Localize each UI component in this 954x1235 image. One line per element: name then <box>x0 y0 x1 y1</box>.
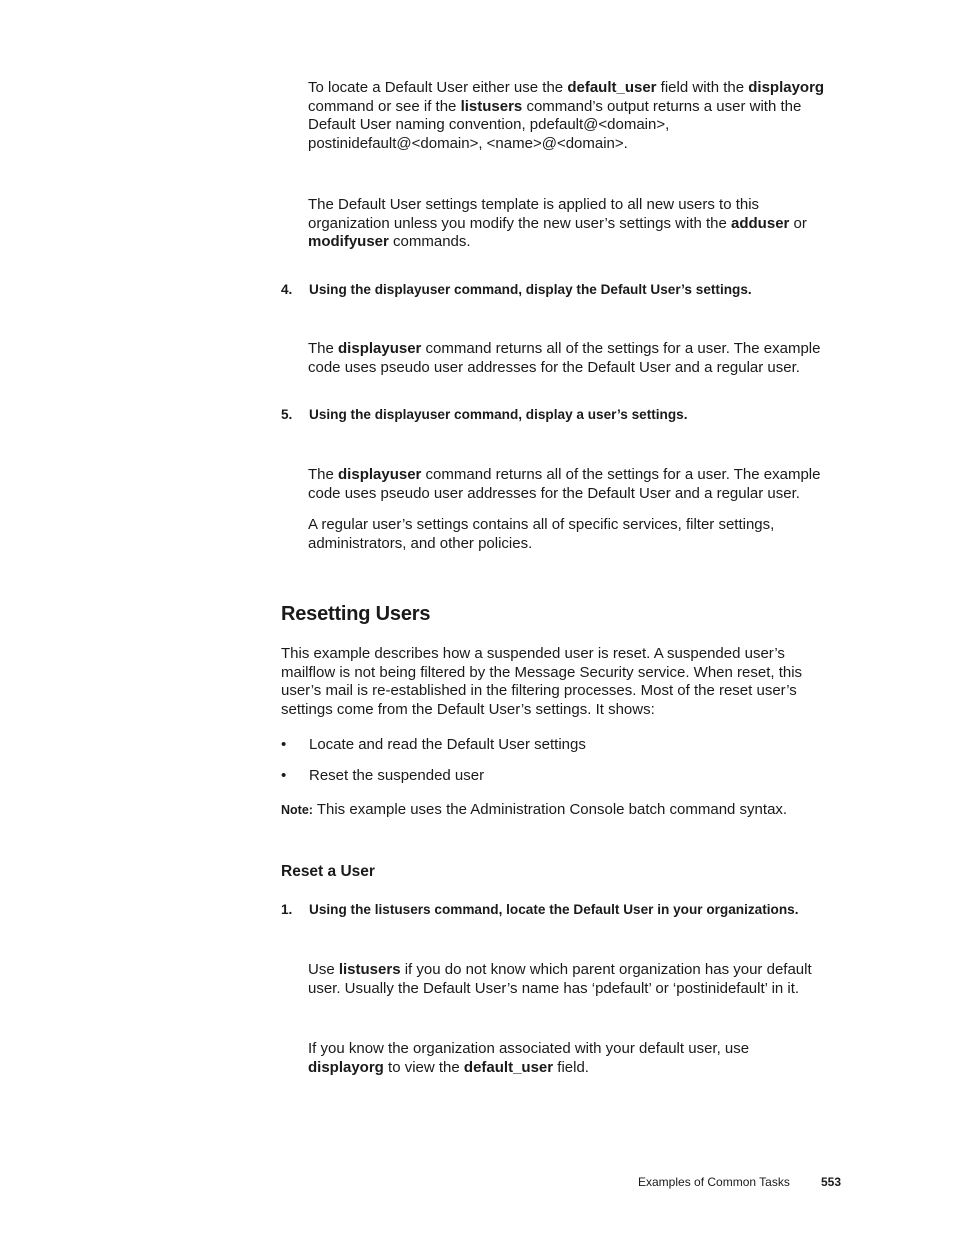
paragraph-locate-default-user: To locate a Default User either use the default_user field with the displayorg command or see if the listusers command’s output returns a user with the Default User naming convention, pdefault@<domain>, postinidefault@<domain>, <name>@<domain>. <box>308 79 825 152</box>
paragraph-displayuser-2: The displayuser command returns all of the settings for a user. The example code uses pseudo user addresses for the Default User and a regular user. <box>308 466 821 502</box>
inline-code: displayuser <box>338 466 422 483</box>
section-heading: Resetting Users <box>281 603 431 625</box>
paragraph-displayuser-1: The displayuser command returns all of the settings for a user. The example code uses pseudo user addresses for the Default User and a regular user. <box>308 340 821 376</box>
inline-code: adduser <box>731 214 790 232</box>
paragraph-displayorg: If you know the organization associated with your default user, use displayorg to view the default_user field. <box>308 1040 750 1076</box>
footer-section-title: Examples of Common Tasks <box>638 1175 790 1189</box>
inline-code: default_user <box>463 1058 554 1076</box>
step-number: 4. <box>281 282 293 297</box>
inline-code: displayuser <box>338 340 422 357</box>
step-5 <box>281 406 881 426</box>
inline-code: displayorg <box>748 79 825 96</box>
inline-code: listusers <box>460 97 523 115</box>
inline-code: listusers <box>338 961 401 978</box>
step-number: 1. <box>281 902 293 917</box>
paragraph-regular-user: A regular user’s settings contains all of specific services, filter settings, administrators, and other policies. <box>308 516 775 552</box>
note-label: Note: <box>281 803 313 817</box>
note-text: This example uses the Administration Console batch command syntax. <box>312 801 788 818</box>
paragraph-settings-template: The Default User settings template is applied to all new users to this organization unless you modify the new user’s settings with the adduser or modifyuser commands. <box>308 196 807 251</box>
step-text: Using the listusers command, locate the Default User in your organizations. <box>309 902 799 917</box>
inline-code: default_user <box>567 79 657 96</box>
step-text: Using the displayuser command, display a user’s settings. <box>309 407 688 422</box>
paragraph-reset-description: This example describes how a suspended user is reset. A suspended user’s mailflow is not being filtered by the Message Security service. When reset, this user’s mail is re-established in the filtering processes. Most of the reset user’s settings come from the Default User’s settings. It shows: <box>281 645 803 718</box>
note <box>281 801 881 820</box>
step-1 <box>281 901 901 921</box>
bullet-icon: • <box>281 736 287 753</box>
list-item: • Locate and read the Default User settings <box>281 736 586 753</box>
subsection-heading: Reset a User <box>281 863 375 880</box>
list-item: • Reset the suspended user <box>281 767 485 784</box>
bullet-icon: • <box>281 767 287 784</box>
step-4 <box>281 281 881 301</box>
step-text: Using the displayuser command, display the Default User’s settings. <box>309 282 752 297</box>
step-number: 5. <box>281 407 293 422</box>
paragraph-listusers: Use listusers if you do not know which parent organization has your default user. Usually the Default User’s name has ‘pdefault’ or ‘postinidefault’ in it. <box>308 961 812 997</box>
page-number: 553 <box>821 1175 842 1189</box>
inline-code: modifyuser <box>308 233 389 251</box>
inline-code: displayorg <box>308 1058 384 1076</box>
